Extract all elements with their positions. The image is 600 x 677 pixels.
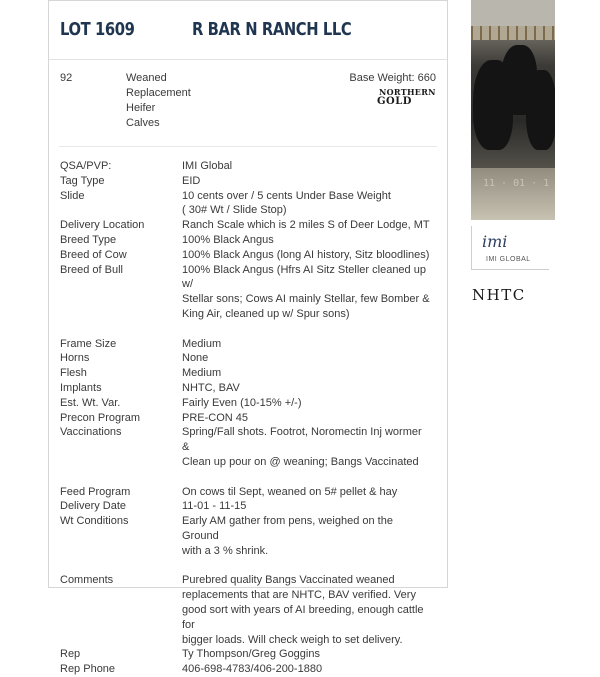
detail-label: Delivery Location [60,219,145,232]
detail-row [49,544,447,559]
detail-row [49,647,447,662]
detail-value: bigger loads. Will check weigh to set delivery. [182,633,403,646]
detail-label: Flesh [60,367,87,380]
detail-value: with a 3 % shrink. [182,544,269,557]
detail-row [49,233,447,248]
detail-value: NHTC, BAV [182,381,240,394]
detail-value: good sort with years of AI breeding, enough cattle for [182,603,424,631]
detail-value: Ranch Scale which is 2 miles S of Deer Lodge, MT [182,219,430,232]
seller-name: R BAR N RANCH LLC [192,19,352,40]
detail-row [49,189,447,204]
detail-row [49,485,447,500]
detail-row [49,159,447,174]
detail-value: replacements that are NHTC, BAV verified. Very [182,589,416,602]
detail-label [49,544,182,559]
detail-row [49,499,447,514]
detail-label: Rep [60,648,81,661]
detail-row [49,292,447,307]
detail-row [49,218,447,233]
detail-value: Fairly Even (10-15% +/-) [182,396,302,409]
detail-label: Comments [60,574,114,587]
detail-row [49,603,447,633]
detail-value: On cows til Sept, weaned on 5# pellet & hay [182,485,398,498]
lot-number: LOT 1609 [60,19,135,40]
detail-label: Delivery Date [60,500,127,513]
description-line: Calves [126,117,160,129]
detail-row [49,411,447,426]
detail-row [49,203,447,218]
detail-value: 100% Black Angus (long AI history, Sitz bloodlines) [182,248,430,261]
detail-row [49,174,447,189]
detail-label: Rep Phone [60,663,116,676]
detail-value: Clean up pour on @ weaning; Bangs Vaccinated [182,455,419,468]
detail-label [49,307,182,322]
detail-value: PRE-CON 45 [182,411,249,424]
detail-label: Breed of Cow [60,248,127,261]
detail-row [49,351,447,366]
description-line: Weaned [126,72,167,84]
detail-row [49,366,447,381]
detail-value: Spring/Fall shots. Footrot, Noromectin Inj wormer & [182,426,422,454]
detail-label: QSA/PVP: [60,160,112,172]
photo-date-stamp: 11 · 01 · 1 [483,178,550,189]
detail-row [49,307,447,322]
cattle-description [126,71,206,131]
detail-value: 406-698-4783/406-200-1880 [182,663,323,676]
detail-label: Slide [60,189,85,202]
detail-label: Frame Size [60,337,117,350]
detail-row [49,425,447,455]
detail-row [49,514,447,544]
detail-value: Medium [182,337,222,350]
detail-label [49,292,182,307]
lot-summary [49,60,447,144]
lot-card [48,0,448,676]
detail-value: None [182,352,209,365]
detail-value: Purebred quality Bangs Vaccinated weaned [182,574,395,587]
detail-row [49,633,447,648]
detail-row [49,263,447,293]
detail-value: EID [182,174,201,187]
detail-value: Ty Thompson/Greg Goggins [182,648,320,661]
detail-label [49,603,182,633]
detail-label: Tag Type [60,174,105,187]
detail-label: Vaccinations [60,426,122,439]
detail-label: Feed Program [60,485,131,498]
detail-row [49,588,447,603]
description-line: Heifer [126,102,156,114]
imi-wordmark: IMI GLOBAL [486,256,531,263]
detail-label: Horns [60,352,90,365]
detail-label [49,455,182,470]
detail-value: King Air, cleaned up w/ Spur sons) [182,307,350,320]
detail-label [49,203,182,218]
detail-value: Medium [182,367,222,380]
detail-label [49,588,182,603]
nhtc-logo: NHTC [472,286,526,304]
detail-label: Precon Program [60,411,141,424]
detail-label: Breed Type [60,233,117,246]
detail-row [49,337,447,352]
detail-value: 100% Black Angus (Hfrs AI Sitz Steller cleaned up w/ [182,263,426,291]
detail-value: ( 30# Wt / Slide Stop) [182,204,287,217]
detail-value: 11-01 - 11-15 [182,500,247,513]
detail-row [49,455,447,470]
lot-details [49,159,447,677]
detail-row [49,573,447,588]
detail-label: Breed of Bull [60,263,123,276]
northern-gold-logo: NORTHERN GOLD [377,87,436,107]
base-weight: Base Weight: 660 [349,72,436,84]
detail-label: Implants [60,381,102,394]
detail-value: Stellar sons; Cows AI mainly Stellar, few Bomber & [182,293,430,306]
detail-row [49,662,447,677]
detail-value: 100% Black Angus [182,233,274,246]
detail-value: Early AM gather from pens, weighed on the Ground [182,515,393,542]
cattle-photo [471,0,555,220]
detail-row [49,248,447,263]
lot-header [49,1,447,60]
detail-row [49,381,447,396]
imi-mark: imi [482,232,508,251]
head-count: 92 [60,72,73,84]
detail-label: Est. Wt. Var. [60,396,121,409]
detail-label [49,633,182,648]
detail-label: Wt Conditions [60,515,129,528]
detail-value: 10 cents over / 5 cents Under Base Weight [182,189,391,202]
description-line: Replacement [126,87,191,99]
detail-row [49,396,447,411]
imi-global-logo [471,226,549,270]
divider [59,146,437,147]
detail-value: IMI Global [182,160,233,172]
